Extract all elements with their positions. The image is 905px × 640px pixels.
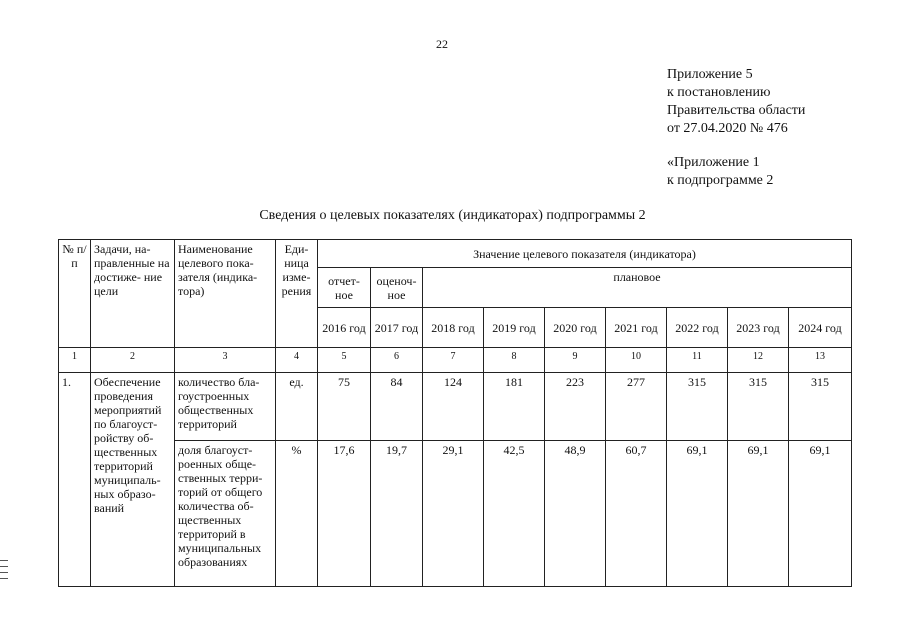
header-reported: отчет- ное [318,268,371,308]
col-number: 5 [318,348,371,373]
col-number: 13 [789,348,852,373]
col-number: 2 [91,348,175,373]
margin-binding-marks [0,560,8,584]
value-cell: 42,5 [484,441,545,587]
value-cell: 277 [606,373,667,441]
appendix-line: к постановлению [667,85,771,100]
header-value: Значение целевого показателя (индикатора) [318,240,852,268]
value-cell: 84 [371,373,423,441]
task-cell: Обеспечение проведения мероприятий по благоуст- ройству об- щественных территорий муниципаль- ных образо- ваний [91,373,175,587]
col-number: 6 [371,348,423,373]
col-number: 10 [606,348,667,373]
row-number: 1. [59,373,91,587]
value-cell: 315 [728,373,789,441]
appendix-sub-line: к подпрограмме 2 [667,173,774,188]
header-year: 2019 год [484,308,545,348]
header-indicator-name: Наименование целевого пока- зателя (индика- тора) [175,240,276,348]
indicator-unit: ед. [276,373,318,441]
value-cell: 60,7 [606,441,667,587]
appendix-line: Приложение 5 [667,67,753,82]
header-year: 2023 год [728,308,789,348]
page-number: 22 [436,37,448,51]
col-number: 9 [545,348,606,373]
header-num: № п/п [59,240,91,348]
header-unit: Еди- ница изме- рения [276,240,318,348]
indicators-table [58,239,852,587]
table-row [59,373,852,441]
col-number: 1 [59,348,91,373]
document-title: Сведения о целевых показателях (индикаторах) подпрограммы 2 [259,208,646,223]
header-year: 2017 год [371,308,423,348]
col-number: 11 [667,348,728,373]
appendix-header [667,66,805,138]
col-number: 12 [728,348,789,373]
header-estimated: оценоч- ное [371,268,423,308]
value-cell: 75 [318,373,371,441]
value-cell: 223 [545,373,606,441]
header-tasks: Задачи, на- правленные на достиже- ние цели [91,240,175,348]
value-cell: 69,1 [667,441,728,587]
value-cell: 48,9 [545,441,606,587]
value-cell: 17,6 [318,441,371,587]
value-cell: 69,1 [728,441,789,587]
value-cell: 315 [667,373,728,441]
table-row [59,441,852,587]
header-year: 2024 год [789,308,852,348]
value-cell: 315 [789,373,852,441]
value-cell: 69,1 [789,441,852,587]
appendix-line: Правительства области [667,103,806,118]
header-year: 2016 год [318,308,371,348]
appendix-sub-line: «Приложение 1 [667,155,760,170]
value-cell: 181 [484,373,545,441]
col-number: 8 [484,348,545,373]
header-year: 2020 год [545,308,606,348]
indicator-name: доля благоуст- роенных обще- ственных терри- торий от общего количества об- щественных территорий в муниципальных образованиях [175,441,276,587]
header-planned: плановое [423,268,852,308]
col-number: 4 [276,348,318,373]
appendix-line: от 27.04.2020 № 476 [667,121,788,136]
indicator-name: количество бла- гоустроенных общественных территорий [175,373,276,441]
value-cell: 124 [423,373,484,441]
indicator-unit: % [276,441,318,587]
appendix-subheader [667,154,773,190]
header-year: 2021 год [606,308,667,348]
col-number: 3 [175,348,276,373]
header-year: 2022 год [667,308,728,348]
value-cell: 19,7 [371,441,423,587]
col-number: 7 [423,348,484,373]
header-year: 2018 год [423,308,484,348]
value-cell: 29,1 [423,441,484,587]
